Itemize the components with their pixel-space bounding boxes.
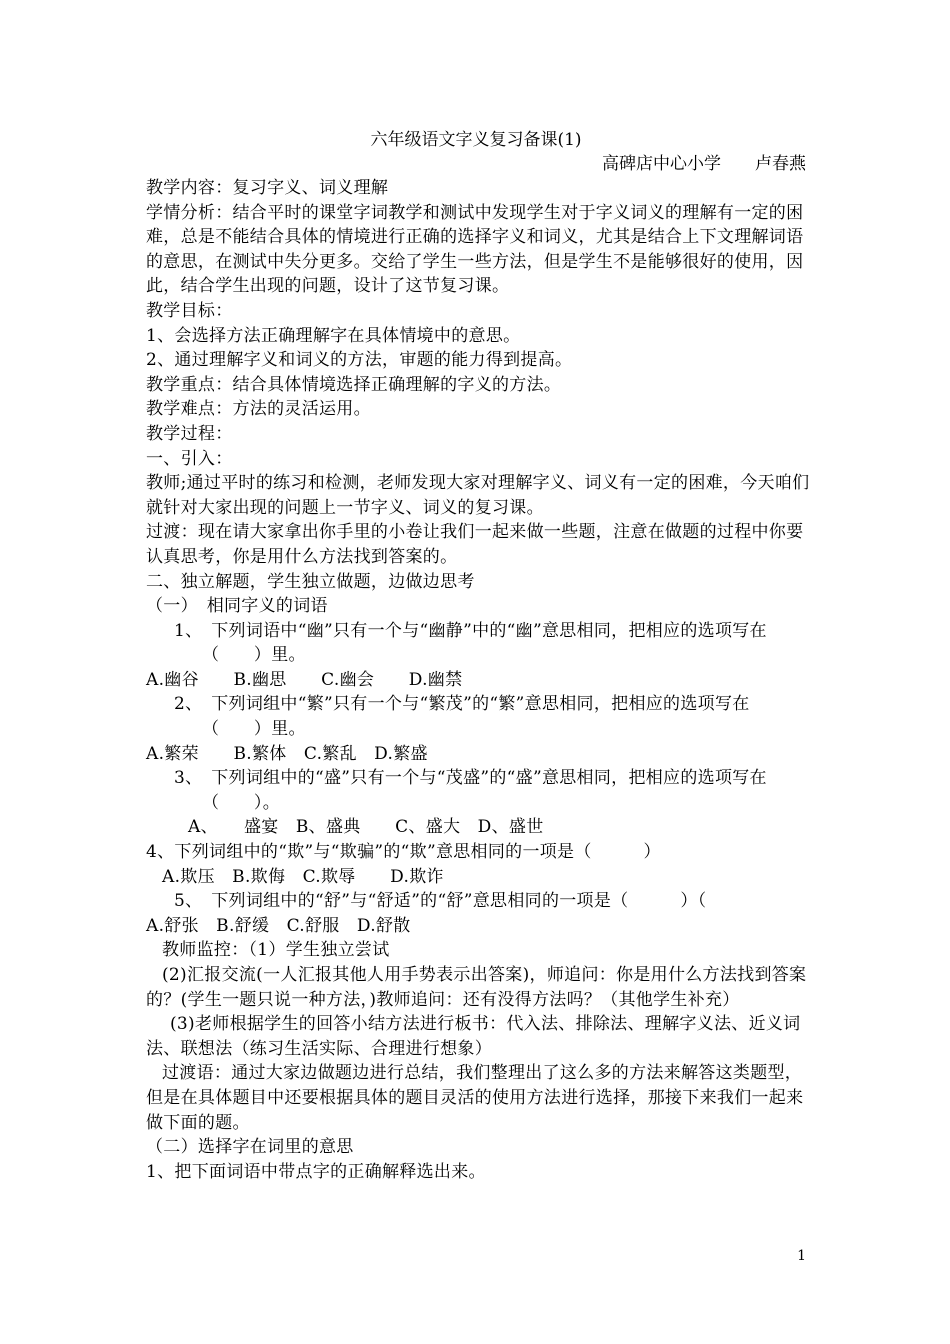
transition-speech: 过渡语：通过大家边做题边进行总结，我们整理出了这么多的方法来解答这类题型，但是在具体题目中还要根据具体的题目灵活的使用方法进行选择，那接下来我们一起来做下面的题。 xyxy=(146,1063,804,1133)
question-2: 2、 下列词组中“繁”只有一个与“繁茂”的“繁”意思相同，把相应的选项写在（ ）里。 xyxy=(174,694,750,740)
heading-intro: 一、引入： xyxy=(146,448,233,469)
paragraph-transition: 过渡：现在请大家拿出你手里的小卷让我们一起来做一些题，注意在做题的过程中你要认真思考，你是用什么方法找到答案的。 xyxy=(146,522,804,567)
document-body xyxy=(146,176,810,1184)
heading-process: 教学过程： xyxy=(146,423,233,444)
heading-subsection-1: （一） 相同字义的词语 xyxy=(146,596,328,617)
question-4: 4、下列词组中的“欺”与“欺骗”的“欺”意思相同的一项是（ ） xyxy=(146,842,661,863)
heading-goals: 教学目标： xyxy=(146,300,233,321)
goal-item-1: 1、会选择方法正确理解字在具体情境中的意思。 xyxy=(146,325,521,346)
question-4-options: A.欺压 B.欺侮 C.欺辱 D.欺诈 xyxy=(162,866,444,887)
question-5: 5、 下列词组中的“舒”与“舒适”的“舒”意思相同的一项是（ ）（ xyxy=(174,891,707,912)
question-2-options: A.繁荣 B.繁体 C.繁乱 D.繁盛 xyxy=(146,743,428,764)
goal-item-2: 2、通过理解字义和词义的方法，审题的能力得到提高。 xyxy=(146,350,573,371)
paragraph-content: 教学内容：复习字义、词义理解 xyxy=(146,178,389,198)
question-3: 3、 下列词组中的“盛”只有一个与“茂盛”的“盛”意思相同，把相应的选项写在（ ）。 xyxy=(174,768,767,813)
document-title: 六年级语文字义复习备课(1) xyxy=(370,130,582,150)
teacher-summary: (3)老师根据学生的回答小结方法进行板书：代入法、排除法、理解字义法、近义词法、联想法（练习生活实际、合理进行想象） xyxy=(146,1014,801,1059)
heading-section-2: 二、独立解题，学生独立做题，边做边思考 xyxy=(146,571,475,592)
author-line: 高碑店中心小学 卢春燕 xyxy=(602,154,806,174)
heading-subsection-2: （二）选择字在词里的意思 xyxy=(146,1137,354,1158)
paragraph-analysis: 学情分析：结合平时的课堂字词教学和测试中发现学生对于字义词义的理解有一定的困难，总是不能结合具体的情境进行正确的选择字义和词义，尤其是结合上下文理解词语的意思，在测试中失分更多。交给了学生一些方法，但是学生不是能够很好的使用，因此，结合学生出现的问题，设计了这节复习课。 xyxy=(146,202,804,297)
question-5-options: A.舒张 B.舒缓 C.舒服 D.舒散 xyxy=(146,915,411,936)
paragraph-difficulty: 教学难点：方法的灵活运用。 xyxy=(146,399,371,420)
exercise-instruction: 1、把下面词语中带点字的正确解释选出来。 xyxy=(146,1161,486,1182)
page-number: 1 xyxy=(797,1248,806,1264)
paragraph-key-point: 教学重点：结合具体情境选择正确理解的字义的方法。 xyxy=(146,374,562,395)
report-exchange: (2)汇报交流(一人汇报其他人用手势表示出答案)，师追问：你是用什么方法找到答案的？(学生一题只说一种方法，)教师追问：还有没得方法吗？（其他学生补充） xyxy=(146,965,807,1010)
question-1: 1、 下列词语中“幽”只有一个与“幽静”中的“幽”意思相同，把相应的选项写在（ ）里。 xyxy=(174,620,767,666)
teacher-monitor: 教师监控：（1）学生独立尝试 xyxy=(162,940,390,961)
question-3-options: A、 盛宴 B、盛典 C、盛大 D、盛世 xyxy=(188,817,544,838)
question-1-options: A.幽谷 B.幽思 C.幽会 D.幽禁 xyxy=(146,669,463,690)
paragraph-teacher: 教师;通过平时的练习和检测，老师发现大家对理解字义、词义有一定的困难，今天咱们就针对大家出现的问题上一节字义、词义的复习课。 xyxy=(146,473,810,518)
